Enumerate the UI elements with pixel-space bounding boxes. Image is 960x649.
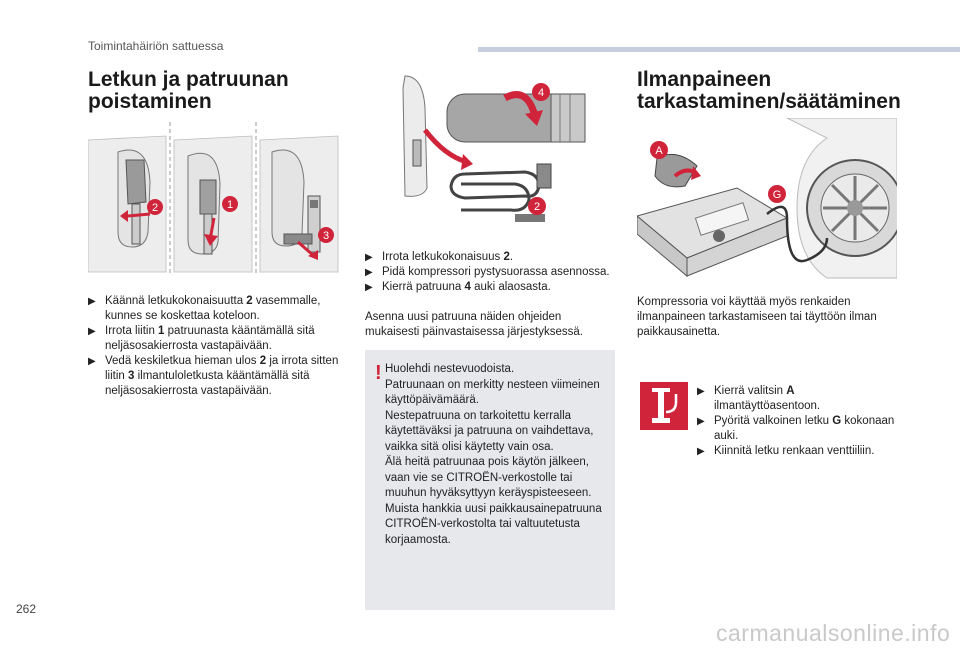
watermark: carmanualsonline.info: [716, 620, 951, 646]
middle-steps: [365, 250, 615, 295]
middle-paragraph: Asenna uusi patruuna näiden ohjeiden mukaisesti päinvastaisessa järjestyksessä.: [365, 311, 583, 338]
right-title-line2: tarkastaminen/säätäminen: [637, 90, 901, 113]
arrow-bullet-icon: ▶: [365, 282, 373, 293]
list-item: ▶ Kierrä patruuna 4 auki alaosasta.: [365, 281, 551, 293]
arrow-bullet-icon: ▶: [697, 446, 705, 457]
panel-rotate-hose: [88, 136, 166, 272]
callout-2: 2: [151, 202, 159, 214]
list-item: ▶ Irrota letkukokonaisuus 2.: [365, 251, 514, 263]
callout-1: 1: [226, 199, 234, 211]
left-title: [88, 69, 348, 113]
right-paragraph: Kompressoria voi käyttää myös renkaiden ilmanpaineen tarkastamiseen tai täyttöön ilman paikkausainetta.: [637, 296, 877, 338]
panel-disconnect-connector: [174, 136, 252, 272]
arrow-bullet-icon: ▶: [697, 416, 705, 427]
list-item: ▶ Vedä keskiletkua hieman ulos 2 ja irrota sitten liitin 3 ilmantuloletkusta kääntämällä sitä neljäsosakierrosta vastapäivään.: [88, 355, 339, 397]
callout-4: 4: [537, 87, 545, 99]
list-item: ▶ Pidä kompressori pystysuorassa asennossa.: [365, 266, 610, 278]
section-title: Toimintahäiriön sattuessa: [88, 39, 224, 53]
right-steps: [697, 384, 897, 459]
header-bar: [478, 47, 960, 52]
callout-A: A: [655, 145, 663, 157]
arrow-bullet-icon: ▶: [88, 356, 96, 367]
callout-G: G: [772, 189, 782, 201]
arrow-bullet-icon: ▶: [88, 296, 96, 307]
arrow-bullet-icon: ▶: [365, 252, 373, 263]
left-title-line1: Letkun ja patruunan: [88, 68, 289, 91]
right-title-line1: Ilmanpaineen: [637, 68, 772, 91]
callout-3: 3: [322, 230, 330, 242]
list-item: ▶ Irrota liitin 1 patruunasta kääntämällä sitä neljäsosakierrosta vastapäivään.: [88, 325, 315, 352]
panel-detach-air-hose: [260, 136, 338, 272]
cartridge-unscrew-illustration: [365, 68, 615, 243]
arrow-bullet-icon: ▶: [365, 267, 373, 278]
left-title-line2: poistaminen: [88, 90, 212, 113]
left-steps: [88, 294, 350, 399]
list-item: ▶ Pyöritä valkoinen letku G kokonaan auki.: [697, 415, 895, 442]
warning-text: Huolehdi nestevuodoista. Patruunaan on merkitty nesteen viimeinen käyttöpäivämäärä. Nestepatruuna on tarkoitettu kerralla käytettäväksi ja patruuna on vaihdettava, vaikka sitä olisi käytetty vain osa. Älä heitä patruunaa pois käytön jälkeen, vaan vie se CITROËN-verkostolle tai muuhun hyväksyttyyn keräyspisteeseen. Muista hankkia uusi paikkausainepatruuna CITROËN-verkostolta tai valtuutetusta korjaamosta.: [385, 363, 602, 546]
cartridge-removal-illustration: [88, 122, 346, 274]
right-title: [637, 69, 937, 113]
arrow-bullet-icon: ▶: [88, 326, 96, 337]
tire-inflation-illustration: [637, 118, 897, 288]
list-item: ▶ Kierrä valitsin A ilmantäyttöasentoon.: [697, 385, 821, 412]
list-item: ▶ Käännä letkukokonaisuutta 2 vasemmalle, kunnes se koskettaa koteloon.: [88, 295, 321, 322]
list-item: ▶ Kiinnitä letku renkaan venttiiliin.: [697, 445, 875, 457]
arrow-bullet-icon: ▶: [697, 386, 705, 397]
callout-2b: 2: [533, 201, 541, 213]
tire-pump-icon: [640, 382, 688, 430]
warning-icon: !: [375, 362, 382, 384]
warning-box: [365, 350, 615, 610]
page-number: 262: [16, 602, 37, 616]
